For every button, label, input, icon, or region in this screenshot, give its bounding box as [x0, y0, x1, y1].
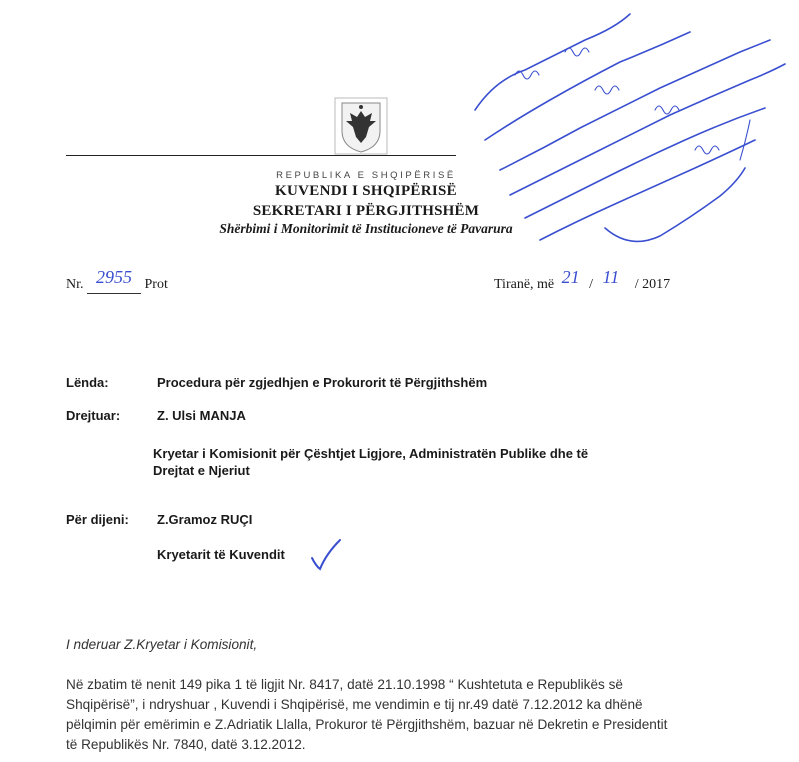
city-label: Tiranë, më: [494, 277, 555, 292]
date-row: [494, 267, 671, 293]
assembly-title: KUVENDI I SHQIPËRISË: [275, 183, 457, 199]
albanian-emblem-icon: [334, 97, 388, 155]
body-line-3: pëlqimin për emërimin e Z.Adriatik Llalla, Prokuror të Përgjithshëm, bazuar në Dekretin e Presidentit: [66, 717, 668, 732]
checkmark-icon: [308, 536, 344, 577]
body-line-2: Shqipërisë”, i ndryshuar , Kuvendi i Shqipërisë, me vendimin e tij nr.49 datë 7.12.2012 ka dhënë: [66, 697, 643, 712]
addressed-label: Drejtuar:: [66, 408, 121, 423]
prot-label: Prot: [144, 277, 168, 292]
body-line-4: të Republikës Nr. 7840, datë 3.12.2012.: [66, 737, 306, 752]
date-sep: /: [589, 277, 594, 292]
service-title: Shërbimi i Monitorimit të Institucioneve të Pavarura: [219, 221, 513, 236]
ref-number-row: [66, 267, 168, 294]
republic-line: REPUBLIKA E SHQIPËRISË: [276, 170, 456, 181]
salutation: I nderuar Z.Kryetar i Komisionit,: [66, 637, 258, 652]
body-paragraph: [66, 677, 756, 757]
nr-value: 2955: [96, 267, 132, 287]
addressed-name: Z. Ulsi MANJA: [157, 408, 246, 423]
body-line-1: Në zbatim të nenit 149 pika 1 të ligjit Nr. 8417, datë 21.10.1998 “ Kushtetuta e Republikës së: [66, 677, 623, 692]
nr-label: Nr.: [66, 277, 84, 292]
handwritten-annotation: [455, 0, 799, 270]
date-day: 21: [561, 267, 580, 287]
subject-text: Procedura për zgjedhjen e Prokurorit të Përgjithshëm: [157, 375, 488, 390]
addressed-title-line1: Kryetar i Komisionit për Çështjet Ligjore, Administratën Publike dhe të: [153, 446, 589, 461]
addressed-title-line2: Drejtat e Njeriut: [153, 463, 250, 478]
date-year: / 2017: [634, 277, 671, 292]
cc-label: Për dijeni:: [66, 512, 129, 527]
header-rule: [66, 155, 456, 156]
cc-name: Z.Gramoz RUÇI: [157, 512, 253, 527]
nr-field: [87, 267, 141, 294]
secretary-title: SEKRETARI I PËRGJITHSHËM: [252, 203, 480, 219]
subject-label: Lënda:: [66, 375, 109, 390]
cc-title: Kryetarit të Kuvendit: [157, 547, 285, 562]
date-month: 11: [602, 267, 620, 287]
